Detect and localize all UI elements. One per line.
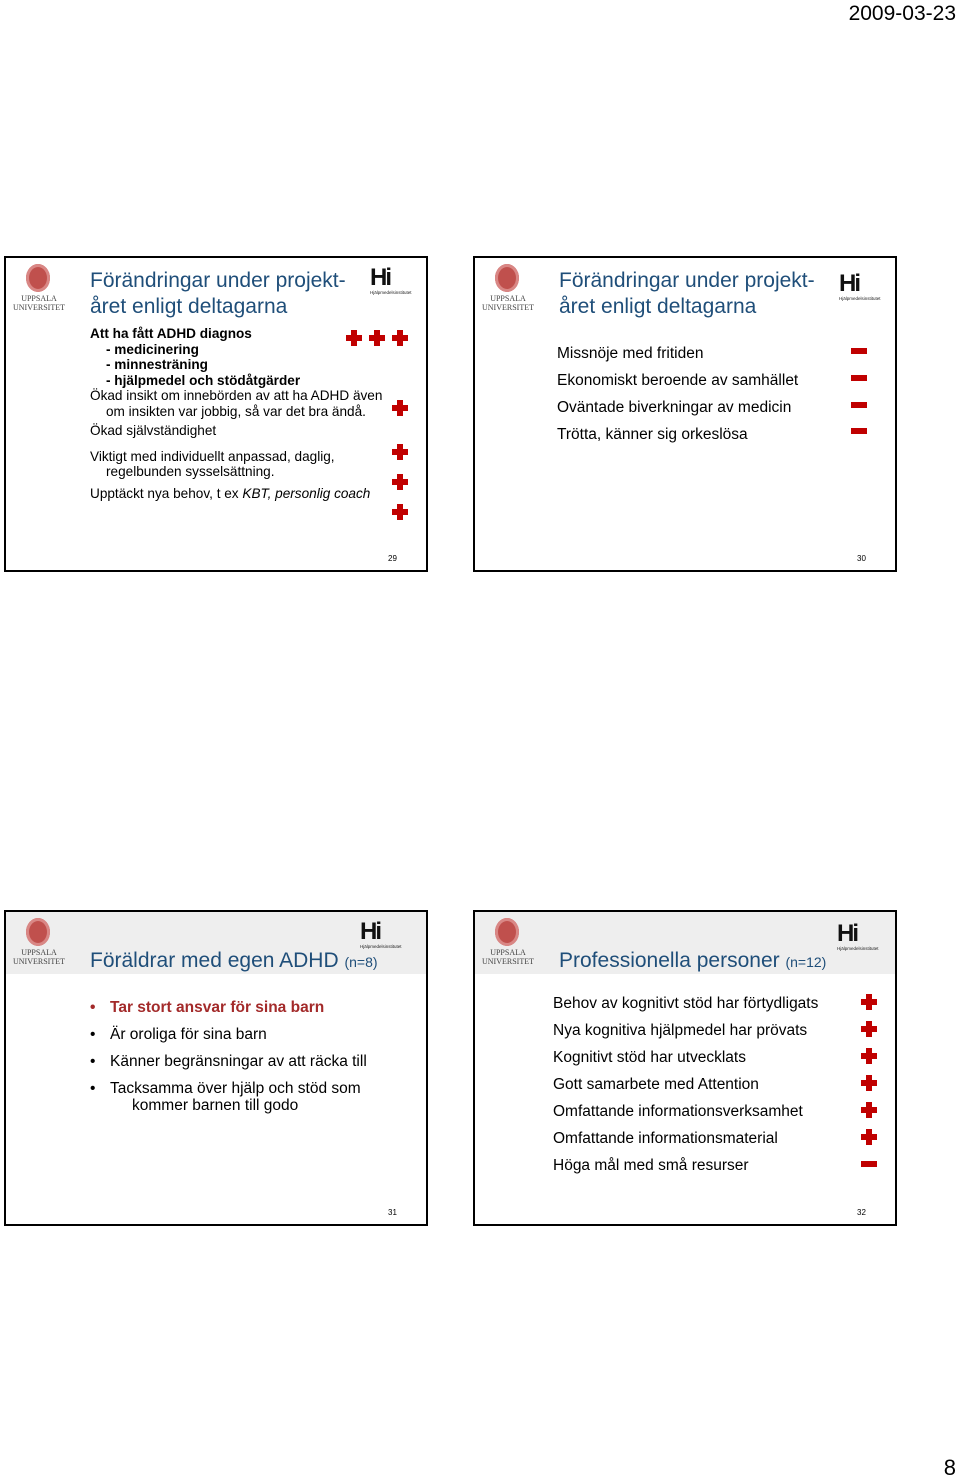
slide-title: Förändringar under projekt- året enligt deltagarna	[559, 269, 815, 318]
minus-icon	[851, 428, 867, 434]
list-item: Missnöje med fritiden	[557, 345, 704, 362]
hi-logo: Hi Hjälpmedelsinstitutet	[360, 918, 402, 949]
list-item: Kognitivt stöd har utvecklats	[553, 1049, 746, 1066]
minus-icon	[851, 402, 867, 408]
slide-30	[473, 256, 897, 572]
slide-list	[553, 990, 818, 1179]
uppsala-university-logo: UPPSALA UNIVERSITET	[12, 264, 66, 316]
list-item: Behov av kognitivt stöd har förtydligats	[553, 995, 819, 1012]
uppsala-university-logo: UPPSALA UNIVERSITET	[12, 918, 66, 970]
uppsala-seal-icon	[495, 918, 519, 946]
slide-number: 29	[388, 554, 397, 563]
list-item: • Är oroliga för sina barn	[90, 1021, 367, 1048]
uppsala-seal-icon	[495, 264, 519, 292]
plus-icon	[392, 474, 408, 490]
plus-icon	[861, 1021, 877, 1037]
plus-icon	[861, 1129, 877, 1145]
plus-icon	[392, 400, 408, 416]
list-item: • Känner begränsningar av att räcka till	[90, 1048, 367, 1075]
list-item: • Tar stort ansvar för sina barn	[90, 994, 367, 1021]
hi-logo: Hi Hjälpmedelsinstitutet	[370, 264, 412, 295]
list-item: Nya kognitiva hjälpmedel har prövats	[553, 1022, 808, 1039]
page-number: 8	[943, 1455, 956, 1480]
slide-title: Föräldrar med egen ADHD (n=8)	[90, 949, 378, 972]
list-item: Oväntade biverkningar av medicin	[557, 399, 792, 416]
minus-icon	[861, 1161, 877, 1167]
list-item: Omfattande informationsverksamhet	[553, 1103, 803, 1120]
uppsala-university-logo: UPPSALA UNIVERSITET	[481, 918, 535, 970]
uppsala-seal-icon	[26, 918, 50, 946]
slide-32	[473, 910, 897, 1226]
hi-logo: Hi Hjälpmedelsinstitutet	[839, 270, 881, 301]
list-item: Gott samarbete med Attention	[553, 1076, 759, 1093]
slide-number: 32	[857, 1208, 866, 1217]
plus-icon	[392, 330, 408, 346]
slide-list	[90, 994, 367, 1115]
slide-title: Förändringar under projekt- året enligt deltagarna	[90, 269, 346, 318]
hi-logo: Hi Hjälpmedelsinstitutet	[837, 920, 879, 951]
list-item: Omfattande informationsmaterial	[553, 1130, 778, 1147]
slide-title: Professionella personer (n=12)	[559, 949, 827, 972]
list-item: Trötta, känner sig orkeslösa	[557, 426, 748, 443]
slide-number: 31	[388, 1208, 397, 1217]
plus-icon	[861, 1048, 877, 1064]
uppsala-seal-icon	[26, 264, 50, 292]
plus-icon	[861, 1075, 877, 1091]
list-item: • Tacksamma över hjälp och stöd som kommer barnen till godo	[90, 1075, 367, 1115]
plus-icon	[369, 330, 385, 346]
list-item: Ekonomiskt beroende av samhället	[557, 372, 799, 389]
plus-icon	[346, 330, 362, 346]
plus-icon	[861, 1102, 877, 1118]
list-item: Höga mål med små resurser	[553, 1157, 749, 1174]
uppsala-university-logo: UPPSALA UNIVERSITET	[481, 264, 535, 316]
slide-list	[557, 340, 798, 448]
date-stamp: 2009-03-23	[848, 2, 956, 25]
minus-icon	[851, 375, 867, 381]
plus-icon	[392, 444, 408, 460]
slide-number: 30	[857, 554, 866, 563]
plus-icon	[861, 994, 877, 1010]
slide-body: Att ha fått ADHD diagnos - medicinering - minnesträning - hjälpmedel och stödåtgärder Ökad insikt om innebörden av att ha ADHD även om insikten var jobbig, så var det bra ändå. Ökad självständighet Viktigt med individuellt anpassad, daglig, regelbunden sysselsättning. Upptäckt nya behov, t ex KBT, personlig coach	[90, 326, 383, 501]
plus-icon	[392, 504, 408, 520]
slide-29	[4, 256, 428, 572]
minus-icon	[851, 348, 867, 354]
slide-31	[4, 910, 428, 1226]
